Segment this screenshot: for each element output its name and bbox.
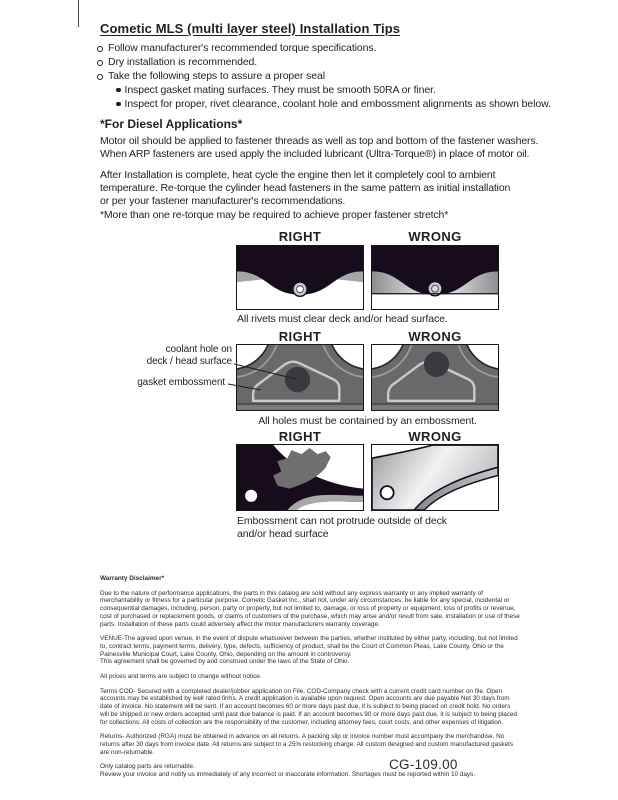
diesel-applications-heading: *For Diesel Applications* <box>100 117 243 131</box>
bullet-text: Dry installation is recommended. <box>108 56 258 68</box>
gasket-embossment-annotation: gasket embossment <box>137 377 225 388</box>
page-code: CG-109.00 <box>389 757 458 772</box>
fig1-right-diagram <box>236 245 364 310</box>
caption-line: and/or head surface <box>237 527 329 540</box>
fig3-wrong-label: WRONG <box>408 429 462 444</box>
paragraph-line: When ARP fasteners are used apply the included lubricant (Ultra-Torque®) in place of motor oil. <box>100 148 530 161</box>
disclaimer-paragraph: This agreement shall be governed by and construed under the laws of the State of Ohio. <box>100 658 350 666</box>
list-item <box>97 69 551 83</box>
embossment-contain-right-illustration <box>237 345 363 410</box>
list-item <box>116 97 551 111</box>
paragraph-line: Motor oil should be applied to fastener threads as well as top and bottom of the fastener washers. <box>100 135 539 147</box>
disclaimer-paragraph: Returns- Authorized (RGA) must be obtained in advance on all returns. A packing slip or invoice number must accompany the merchandise. No returns after 30 days from invoice date. All returns are subject to a 25% restocking charge. All custom designed and custom manufactured gaskets are non-returnable. <box>100 733 514 756</box>
diesel-paragraph-2 <box>100 169 510 209</box>
annotation-line: coolant hole on <box>165 344 232 355</box>
rivet-clear-wrong-illustration <box>372 246 498 309</box>
fig2-wrong-diagram <box>371 344 499 411</box>
retorque-note: *More than one re-torque may be required to achieve proper fastener stretch* <box>100 209 449 221</box>
fig3-wrong-diagram <box>371 444 499 511</box>
disclaimer-paragraph: All prices and terms are subject to change without notice. <box>100 673 262 681</box>
coolant-hole-annotation <box>108 344 232 368</box>
rivet-clear-right-illustration <box>237 246 363 309</box>
embossment-contain-wrong-illustration <box>372 345 498 410</box>
installation-tips-list <box>97 41 551 111</box>
warranty-disclaimer <box>100 575 520 786</box>
bullet-text: Take the following steps to assure a proper seal <box>108 70 325 82</box>
fig3-caption <box>237 515 447 540</box>
bullet-text: Inspect gasket mating surfaces. They must be smooth 50RA or finer. <box>124 84 436 96</box>
disclaimer-paragraph: Due to the nature of performance applications, the parts in this catalog are sold without any express warranty or any implied warranty of merchantability or fitness for a particular purpose. Cometic Gasket Inc., shall not, under any circumstances, be liable for any special, incidental or consequential damages, including, person, party or property, but not limited to, damage, or loss of property or equipment, loss of profits or revenue, cost of purchased or replacement goods, or claims of customers of the purchase, which may arise and/or result from sale, installation or use of these parts. Installation of these parts could adversely affect the motor manufacturers warranty coverage. <box>100 589 520 628</box>
fig3-right-diagram <box>236 444 364 511</box>
embossment-protrude-wrong-illustration <box>372 445 498 510</box>
fig1-caption: All rivets must clear deck and/or head surface. <box>237 313 448 325</box>
annotation-line: deck / head surface <box>146 356 232 367</box>
bullet-text: Follow manufacturer's recommended torque specifications. <box>108 42 377 54</box>
filled-bullet-icon <box>116 102 121 107</box>
fig2-wrong-label: WRONG <box>408 329 462 344</box>
list-item <box>97 41 551 55</box>
page-title: Cometic MLS (multi layer steel) Installation Tips <box>100 21 401 36</box>
fig2-right-label: RIGHT <box>278 329 322 344</box>
embossment-protrude-right-illustration <box>237 445 363 510</box>
open-bullet-icon <box>97 46 103 52</box>
paragraph-line: After Installation is complete, heat cycle the engine then let it completely cool to ambient <box>100 169 496 181</box>
fig3-right-label: RIGHT <box>278 429 322 444</box>
list-item <box>97 55 551 69</box>
list-item <box>116 83 551 97</box>
caption-line: Embossment can not protrude outside of deck <box>237 515 447 527</box>
fig2-caption: All holes must be contained by an embossment. <box>258 415 477 427</box>
fig1-wrong-label: WRONG <box>408 229 462 244</box>
disclaimer-heading: Warranty Disclaimer* <box>100 575 165 582</box>
diesel-paragraph-1 <box>100 135 538 161</box>
open-bullet-icon <box>97 60 103 66</box>
fig1-right-label: RIGHT <box>278 229 322 244</box>
paragraph-line: or per your fastener manufacturer's recommendations. <box>100 195 346 208</box>
bullet-text: Inspect for proper, rivet clearance, coolant hole and embossment alignments as shown below. <box>124 98 551 110</box>
paragraph-line: temperature. Re-torque the cylinder head fasteners in the same pattern as initial installation <box>100 182 511 195</box>
disclaimer-paragraph: Terms COD- Secured with a completed dealer/jobber application on File, COD-Company check with a current credit card number on file. Open accounts may be established by well rated firms. A credit application is available upon request. Open accounts are due payable Net 30 days from date of invoice. No statement will be sent. If an account becomes 60 or more days past due, it is subject to being placed on credit hold. No orders will be shipped or new orders accepted until past due balance is paid. If an account becomes 90 or more days past due, it is subject to being placed for collections. All costs of collection are the responsibility of the customer, including attorney fees, court costs, and other expenses of litigation. <box>100 687 518 726</box>
open-bullet-icon <box>97 74 103 80</box>
disclaimer-paragraph: Review your invoice and notify us immediately of any incorrect or inaccurate information. Shortages must be reported within 10 days. <box>100 771 476 779</box>
fig2-right-diagram <box>236 344 364 411</box>
disclaimer-paragraph: VENUE-The agreed upon venue, in the event of dispute whatsoever between the parties, whether instituted by either party, including, but not limited to, contract terms, payment terms, delivery, type, defects, sufficiency of product, shall be the Court of Common Pleas, Lake County, Ohio or the Painesville Municipal Court, Lake County, Ohio, depending on the amount in controversy. <box>100 635 518 658</box>
fig1-wrong-diagram <box>371 245 499 310</box>
disclaimer-paragraph: Only catalog parts are returnable. <box>100 763 195 771</box>
crop-mark <box>78 0 79 27</box>
filled-bullet-icon <box>116 88 121 93</box>
